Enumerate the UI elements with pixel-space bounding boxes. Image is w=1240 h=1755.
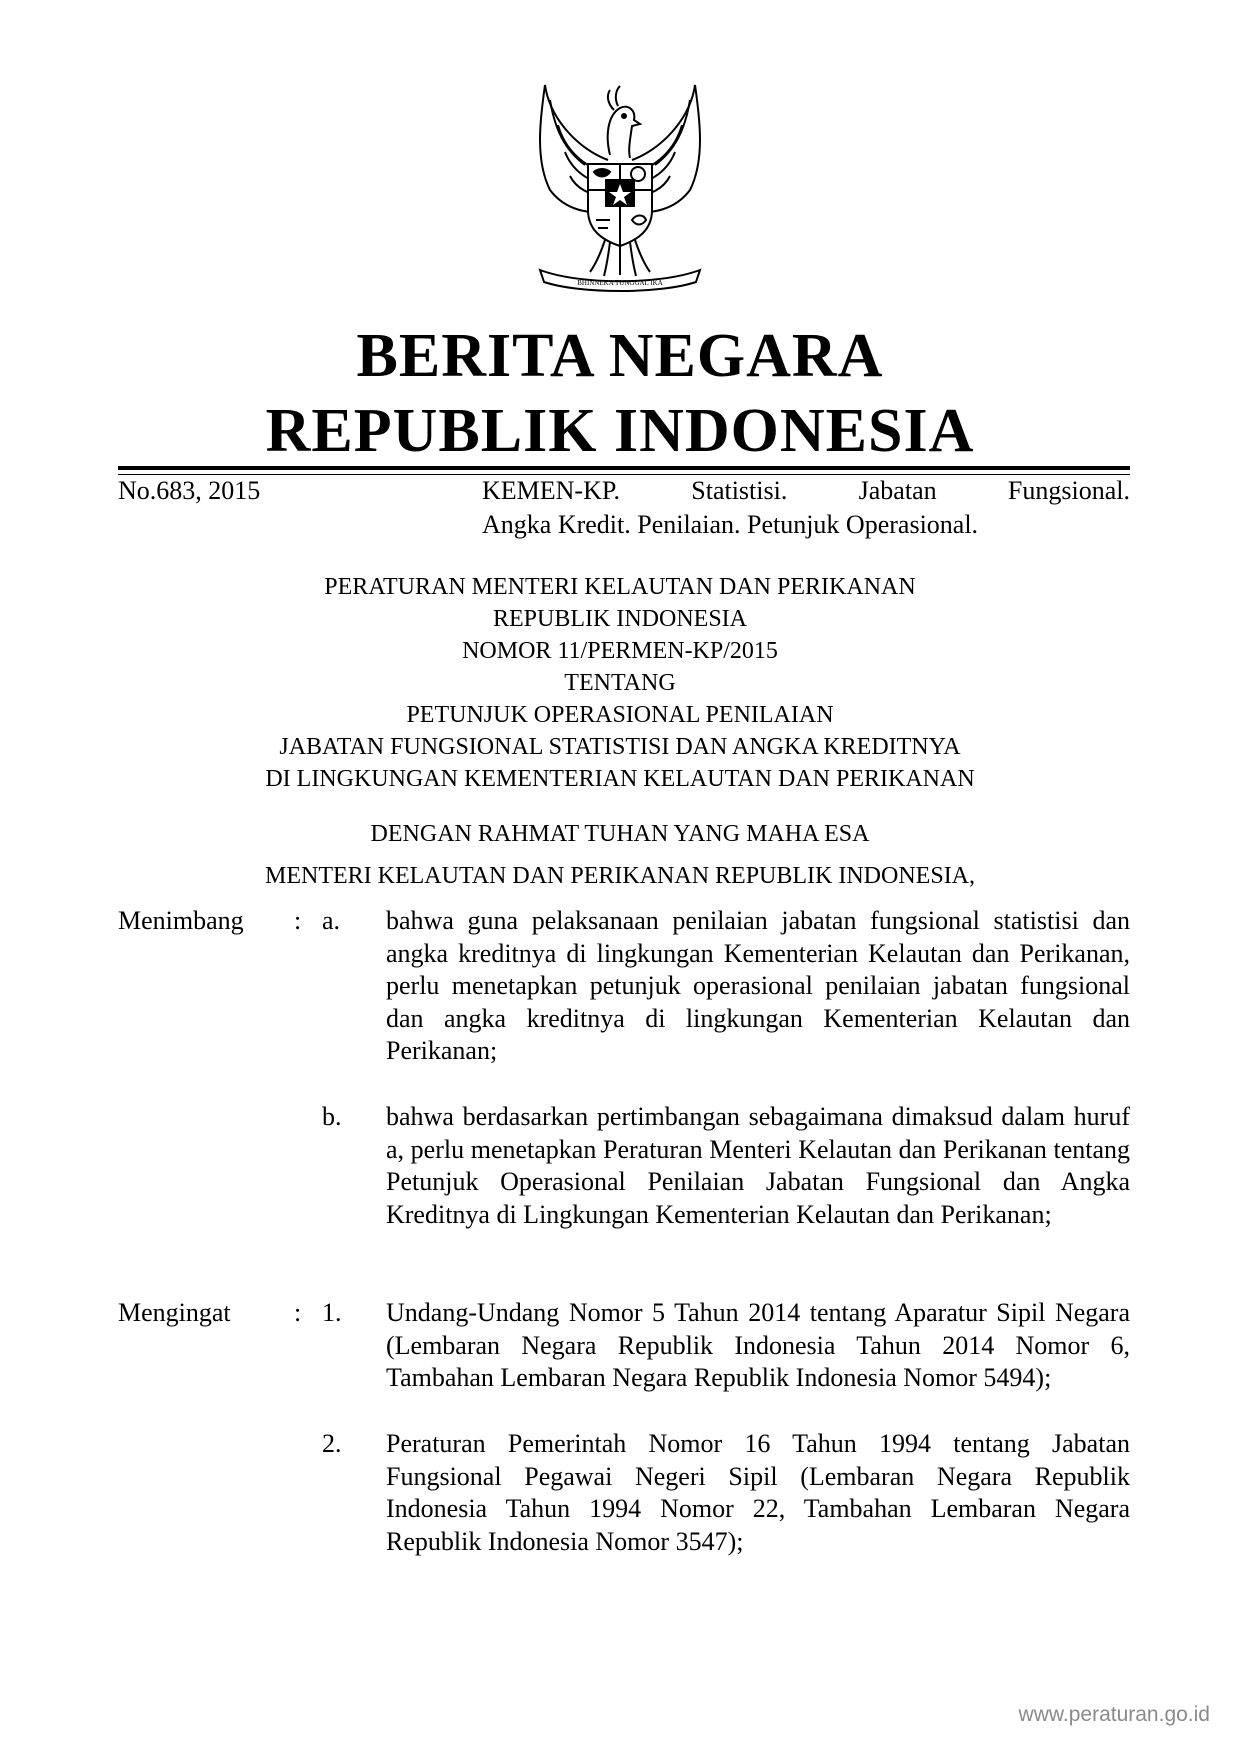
regulation-heading-line: DI LINGKUNGAN KEMENTERIAN KELAUTAN DAN PERIKANAN	[265, 766, 975, 792]
emblem-motto: BHINNEKA TUNGGAL IKA	[577, 279, 663, 287]
regulation-heading-line: JABATAN FUNGSIONAL STATISTISI DAN ANGKA KREDITNYA	[279, 734, 961, 760]
footer-url[interactable]: www.peraturan.go.id	[1018, 1703, 1210, 1726]
regulation-heading-line: TENTANG	[564, 670, 676, 696]
clause-index: a.	[322, 906, 341, 935]
clause-text: Peraturan Pemerintah Nomor 16 Tahun 1994 tentang Jabatan Fungsional Pegawai Negeri Sipil (Lembaran Negara Republik Indonesia Tahun 1994 Nomor 22, Tambahan Lembaran Negara Republik Indonesia Nomor 3547);	[386, 1429, 1130, 1556]
issue-topic-line2: Angka Kredit. Penilaian. Petunjuk Operasional.	[482, 510, 979, 539]
menteri-line	[0, 860, 1240, 892]
menimbang-colon: :	[294, 906, 302, 935]
clause-text: Undang-Undang Nomor 5 Tahun 2014 tentang Aparatur Sipil Negara (Lembaran Negara Republik Indonesia Tahun 2014 Nomor 6, Tambahan Lembaran Negara Republik Indonesia Nomor 5494);	[386, 1298, 1130, 1393]
rahmat-text: DENGAN RAHMAT TUHAN YANG MAHA ESA	[370, 821, 870, 847]
clause-index: 1.	[322, 1298, 342, 1327]
clause-text: bahwa guna pelaksanaan penilaian jabatan fungsional statistisi dan angka kreditnya di lingkungan Kementerian Kelautan dan Perikanan, perlu menetapkan petunjuk operasional penilaian jabatan fungsional dan angka kreditnya di lingkungan Kementerian Kelautan dan Perikanan;	[386, 906, 1130, 1066]
masthead-title-line2: REPUBLIK INDONESIA	[265, 397, 975, 465]
regulation-heading	[0, 571, 1240, 795]
menimbang-label: Menimbang	[118, 906, 244, 935]
clause-index: b.	[322, 1102, 342, 1131]
masthead-rule-thick	[118, 466, 1130, 470]
rahmat-line	[0, 818, 1240, 850]
regulation-heading-line: NOMOR 11/PERMEN-KP/2015	[462, 638, 778, 664]
clause-text: bahwa berdasarkan pertimbangan sebagaimana dimaksud dalam huruf a, perlu menetapkan Peraturan Menteri Kelautan dan Perikanan tentang Petunjuk Operasional Penilaian Jabatan Fungsional dan Angka Kreditnya di Lingkungan Kementerian Kelautan dan Perikanan;	[386, 1102, 1130, 1229]
garuda-pancasila-emblem	[510, 80, 730, 300]
masthead-title-line1: BERITA NEGARA	[356, 322, 884, 390]
issue-topic-line1: KEMEN-KP. Statistisi. Jabatan Fungsional.	[482, 476, 1130, 505]
regulation-heading-line: REPUBLIK INDONESIA	[493, 606, 747, 632]
mengingat-colon: :	[294, 1298, 302, 1327]
issue-topic	[482, 474, 1130, 542]
clause-index: 2.	[322, 1429, 342, 1458]
mengingat-label: Mengingat	[118, 1298, 231, 1327]
regulation-heading-line: PERATURAN MENTERI KELAUTAN DAN PERIKANAN	[324, 574, 916, 600]
regulation-heading-line: PETUNJUK OPERASIONAL PENILAIAN	[406, 702, 834, 728]
issue-number: No.683, 2015	[118, 476, 261, 505]
menteri-text: MENTERI KELAUTAN DAN PERIKANAN REPUBLIK INDONESIA,	[264, 863, 976, 889]
